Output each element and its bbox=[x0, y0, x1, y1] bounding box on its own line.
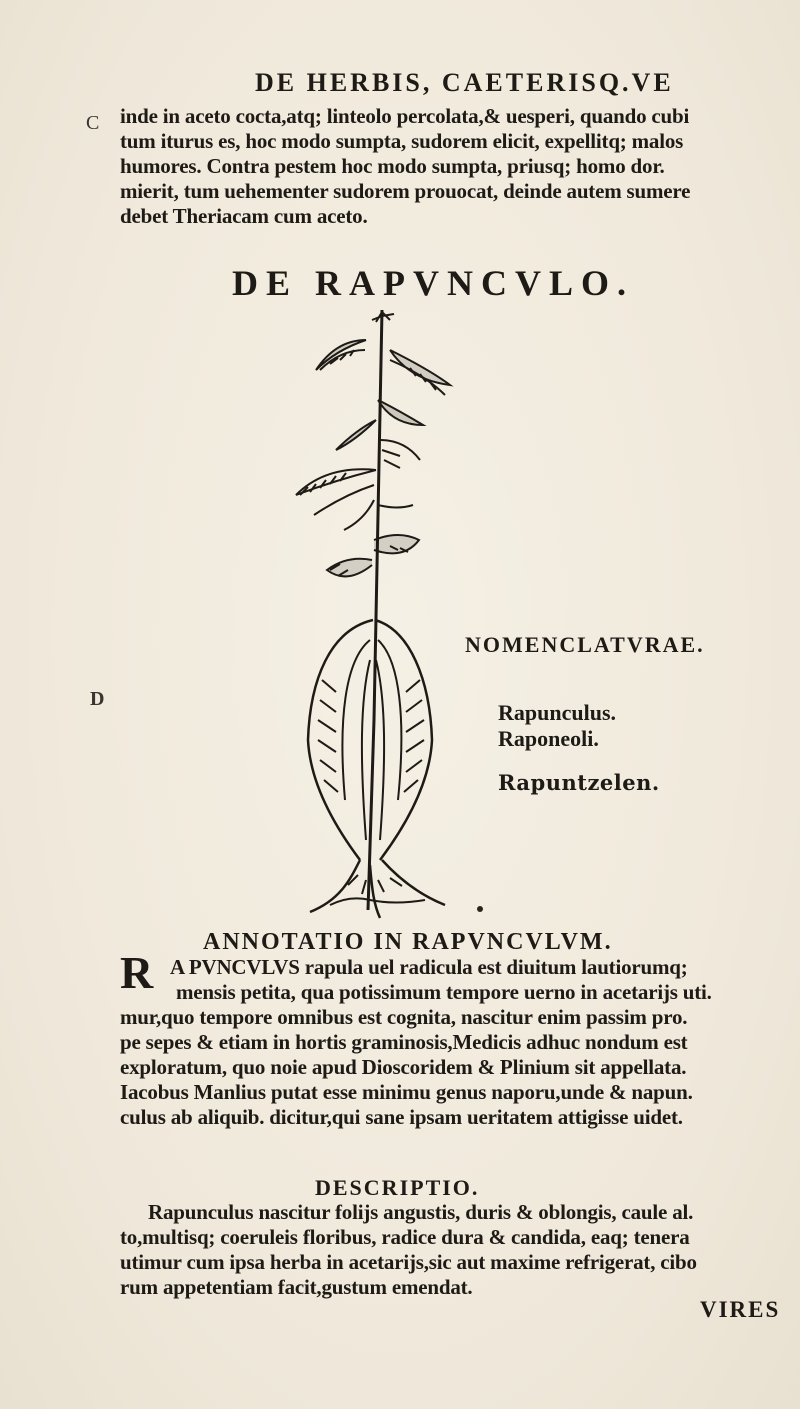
descriptio-paragraph bbox=[120, 1200, 800, 1300]
margin-letter-d: D bbox=[90, 688, 105, 710]
chapter-title: DE RAPVNCVLO. bbox=[232, 263, 635, 303]
text-line: inde in aceto cocta,atq; linteolo percolata,& uesperi, quando cubi bbox=[120, 104, 690, 128]
text-line: A PVNCVLVS rapula uel radicula est diuitum lautiorumq; bbox=[170, 955, 688, 979]
nomenclatura-italian-name: Raponeoli. bbox=[498, 726, 599, 751]
drop-cap: R bbox=[120, 947, 154, 998]
rapunculus-woodcut-illustration bbox=[270, 300, 470, 930]
text-line: Iacobus Manlius putat esse minimu genus naporu,unde & napun. bbox=[120, 1080, 693, 1104]
margin-letter-c: C bbox=[86, 112, 100, 134]
text-line: culus ab aliquib. dicitur,qui sane ipsam ueritatem attigisse uidet. bbox=[120, 1105, 683, 1129]
text-line: exploratum, quo noie apud Dioscoridem & Plinium sit appellata. bbox=[120, 1055, 687, 1079]
text-line: mur,quo tempore omnibus est cognita, nascitur enim passim pro. bbox=[120, 1005, 688, 1029]
nomenclatura-heading: NOMENCLATVRAE. bbox=[465, 632, 705, 657]
text-line: debet Theriacam cum aceto. bbox=[120, 204, 368, 228]
catchword: VIRES bbox=[700, 1297, 781, 1322]
nomenclatura-german-name: Rapuntzelen. bbox=[498, 770, 660, 795]
annotatio-paragraph bbox=[120, 955, 800, 1130]
text-line: rum appetentiam facit,gustum emendat. bbox=[120, 1275, 473, 1299]
text-line: utimur cum ipsa herba in acetarijs,sic aut maxime refrigerat, cibo bbox=[120, 1250, 697, 1274]
text-line: mierit, tum uehementer sudorem prouocat, deinde autem sumere bbox=[120, 179, 691, 203]
text-line: tum iturus es, hoc modo sumpta, sudorem elicit, expellitq; malos bbox=[120, 129, 684, 153]
text-line: pe sepes & etiam in hortis graminosis,Medicis adhuc nondum est bbox=[120, 1030, 688, 1054]
paragraph-continued bbox=[120, 104, 800, 229]
descriptio-heading: DESCRIPTIO. bbox=[315, 1175, 480, 1200]
text-line: humores. Contra pestem hoc modo sumpta, priusq; homo dor. bbox=[120, 154, 665, 178]
nomenclatura-latin-name: Rapunculus. bbox=[498, 700, 617, 725]
running-head: DE HERBIS, CAETERISQ.VE bbox=[255, 68, 674, 97]
text-line: mensis petita, qua potissimum tempore uerno in acetarijs uti. bbox=[176, 980, 712, 1004]
annotatio-heading: ANNOTATIO IN RAPVNCVLVM. bbox=[203, 929, 613, 955]
ornament-dot bbox=[477, 906, 483, 912]
text-line: Rapunculus nascitur folijs angustis, duris & oblongis, caule al. bbox=[148, 1200, 694, 1224]
text-line: to,multisq; coeruleis floribus, radice dura & candida, eaq; tenera bbox=[120, 1225, 690, 1249]
